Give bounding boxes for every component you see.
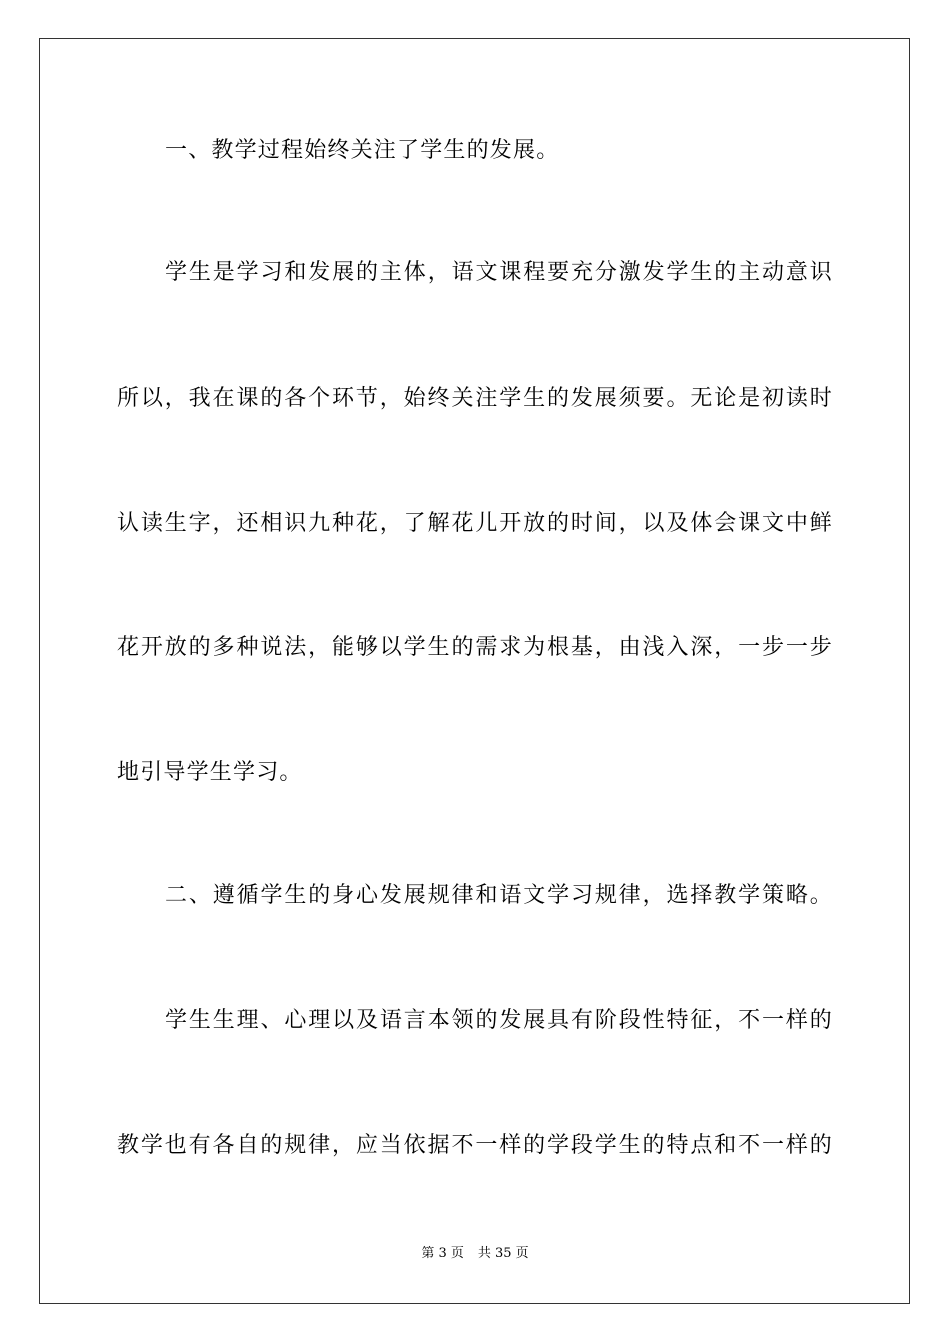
paragraph-line: 所以，我在课的各个环节，始终关注学生的发展须要。无论是初读时 — [117, 386, 833, 411]
section-heading-2: 二、遵循学生的身心发展规律和语文学习规律，选择教学策略。 — [165, 883, 833, 908]
paragraph-line: 学生是学习和发展的主体，语文课程要充分激发学生的主动意识 — [165, 260, 833, 285]
paragraph-line: 地引导学生学习。 — [117, 760, 303, 785]
paragraph-line: 学生生理、心理以及语言本领的发展具有阶段性特征，不一样的 — [165, 1008, 833, 1033]
page-frame — [39, 38, 910, 1304]
paragraph-line: 花开放的多种说法，能够以学生的需求为根基，由浅入深，一步一步 — [117, 635, 833, 660]
paragraph-line: 教学也有各自的规律，应当依据不一样的学段学生的特点和不一样的 — [117, 1133, 833, 1158]
page-footer — [0, 1245, 950, 1263]
paragraph-line: 认读生字，还相识九种花，了解花儿开放的时间，以及体会课文中鲜 — [117, 511, 833, 536]
section-heading-1: 一、教学过程始终关注了学生的发展。 — [165, 138, 560, 163]
page-number: 第 3 页 — [421, 1246, 464, 1261]
page-total: 共 35 页 — [477, 1246, 529, 1261]
